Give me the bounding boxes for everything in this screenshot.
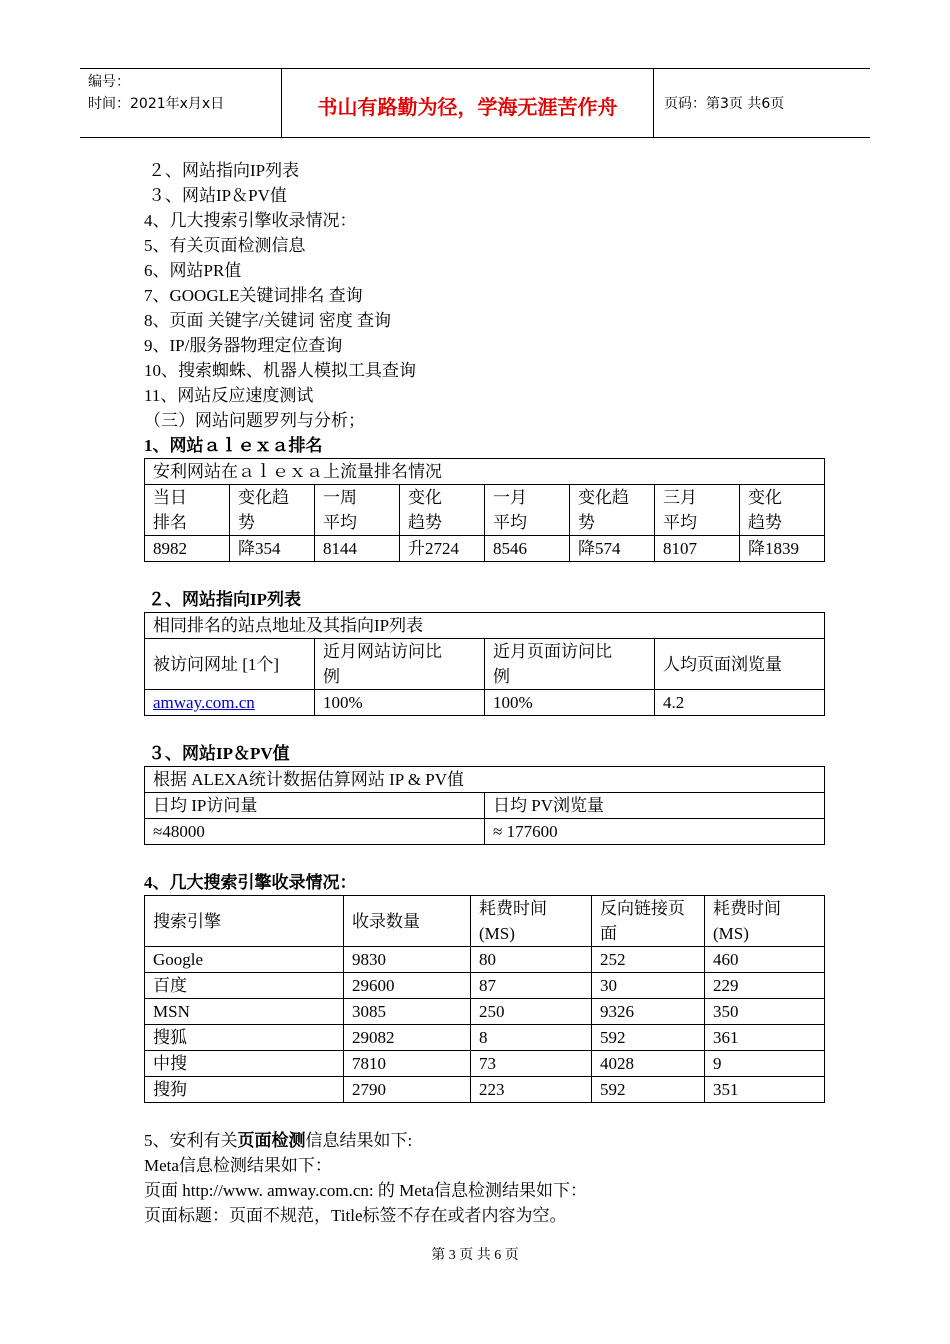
table-cell: 8546 (485, 536, 570, 562)
table-cell: 100% (485, 690, 655, 716)
table-cell: 8982 (145, 536, 230, 562)
table-cell: 252 (592, 947, 705, 973)
table-cell: 降574 (570, 536, 655, 562)
ip-pv-table (144, 766, 825, 845)
table-cell: 中搜 (145, 1051, 344, 1077)
table-cell: 3085 (344, 999, 471, 1025)
table-cell: 8144 (315, 536, 400, 562)
table-cell: 降1839 (740, 536, 825, 562)
toc-item: （三）网站问题罗列与分析； (144, 411, 365, 430)
table-cell: 百度 (145, 973, 344, 999)
table-row (145, 999, 825, 1025)
toc-item: 8、页面 关键字/关键词 密度 查询 (144, 311, 391, 330)
table-header-cell: 当日 排名 (145, 485, 230, 536)
header-number: 编号： (88, 74, 130, 90)
header-meta (80, 69, 282, 137)
meta-line: Meta信息检测结果如下： (144, 1156, 332, 1175)
table-header-cell: 近月网站访问比 例 (315, 639, 485, 690)
table-cell: ≈48000 (145, 819, 485, 845)
toc-item: 4、几大搜索引擎收录情况： (144, 211, 357, 230)
table-cell: 降354 (230, 536, 315, 562)
section-1-heading: 1、网站ａｌｅｘａ排名 (144, 436, 323, 455)
table-cell: 9 (705, 1051, 825, 1077)
table-header-row (145, 793, 825, 819)
table-cell: 4.2 (655, 690, 825, 716)
toc-item: 6、网站PR值 (144, 261, 242, 280)
table-cell: 250 (471, 999, 592, 1025)
table-header-cell: 一月 平均 (485, 485, 570, 536)
table-header-cell: 近月页面访问比 例 (485, 639, 655, 690)
header-time: 时间：2021年x月x日 (88, 96, 225, 112)
alexa-rank-table (144, 458, 825, 562)
table-row (145, 536, 825, 562)
toc-item: 9、IP/服务器物理定位查询 (144, 336, 343, 355)
ip-list-table (144, 612, 825, 716)
table-header-row (145, 639, 825, 690)
table-row (145, 819, 825, 845)
table-header-cell: 变化 趋势 (740, 485, 825, 536)
toc-item: 5、有关页面检测信息 (144, 236, 306, 255)
table-cell: 升2724 (400, 536, 485, 562)
table-header-cell: 变化趋 势 (570, 485, 655, 536)
table-row (145, 947, 825, 973)
meta-line: 页面 http://www. amway.com.cn: 的 Meta信息检测结果如下： (144, 1181, 588, 1200)
toc-list (144, 158, 826, 433)
toc-item: 7、GOOGLE关键词排名 查询 (144, 286, 363, 305)
table-cell: 9830 (344, 947, 471, 973)
table-header-cell: 被访问网址 [1个] (145, 639, 315, 690)
table-cell: 223 (471, 1077, 592, 1103)
table-cell: 4028 (592, 1051, 705, 1077)
toc-item: 11、网站反应速度测试 (144, 386, 314, 405)
table-cell: 9326 (592, 999, 705, 1025)
table-header-cell: 日均 PV浏览量 (485, 793, 825, 819)
table-row (145, 973, 825, 999)
table-cell: 搜狐 (145, 1025, 344, 1051)
table-cell: 80 (471, 947, 592, 973)
table-header-cell: 耗费时间 (MS) (471, 896, 592, 947)
table-cell: 29082 (344, 1025, 471, 1051)
table-header-cell: 变化趋 势 (230, 485, 315, 536)
table-cell: 8107 (655, 536, 740, 562)
meta-line: 页面标题：页面不规范，Title标签不存在或者内容为空。 (144, 1206, 567, 1225)
table-cell: 29600 (344, 973, 471, 999)
table-cell: 2790 (344, 1077, 471, 1103)
table-cell: 592 (592, 1077, 705, 1103)
table-cell: 30 (592, 973, 705, 999)
table-cell: MSN (145, 999, 344, 1025)
table-cell: 100% (315, 690, 485, 716)
page-header (80, 68, 870, 138)
table-header-cell: 人均页面浏览量 (655, 639, 825, 690)
table-row (145, 1051, 825, 1077)
page-footer: 第 3 页 共 6 页 (431, 1248, 519, 1263)
table-header-row (145, 896, 825, 947)
table-header-row (145, 485, 825, 536)
table-header-cell: 反向链接页 面 (592, 896, 705, 947)
table-cell: 7810 (344, 1051, 471, 1077)
table-cell: Google (145, 947, 344, 973)
document-body (144, 158, 826, 1228)
section-2-heading: ２、网站指向IP列表 (148, 590, 301, 609)
table-cell (145, 690, 315, 716)
search-engine-table (144, 895, 825, 1103)
table-cell: 592 (592, 1025, 705, 1051)
table-row (145, 1025, 825, 1051)
table-cell: 350 (705, 999, 825, 1025)
table-cell: 361 (705, 1025, 825, 1051)
table-cell: 8 (471, 1025, 592, 1051)
table-header-cell: 变化 趋势 (400, 485, 485, 536)
table-cell: ≈ 177600 (485, 819, 825, 845)
site-link[interactable]: amway.com.cn (153, 693, 255, 712)
table-header-cell: 一周 平均 (315, 485, 400, 536)
table-header-cell: 搜索引擎 (145, 896, 344, 947)
table-caption: 安利网站在ａｌｅｘａ上流量排名情况 (145, 459, 825, 485)
header-page-info: 页码：第3页 共6页 (664, 96, 785, 112)
table-header-cell: 三月 平均 (655, 485, 740, 536)
table-cell: 351 (705, 1077, 825, 1103)
toc-item: 10、搜索蜘蛛、机器人模拟工具查询 (144, 361, 416, 380)
heading-suffix: 信息结果如下: (305, 1131, 413, 1150)
table-header-cell: 耗费时间 (MS) (705, 896, 825, 947)
section-4-heading: 4、几大搜索引擎收录情况： (144, 873, 357, 892)
table-caption: 根据 ALEXA统计数据估算网站 IP & PV值 (145, 767, 825, 793)
toc-item: ２、网站指向IP列表 (148, 161, 300, 180)
table-cell: 73 (471, 1051, 592, 1077)
heading-prefix: 5、安利有关 (144, 1131, 238, 1150)
heading-bold: 页面检测 (237, 1131, 306, 1150)
table-caption: 相同排名的站点地址及其指向IP列表 (145, 613, 825, 639)
section-5-heading (144, 1128, 826, 1153)
header-motto: 书山有路勤为径，学海无涯苦作舟 (282, 69, 654, 137)
table-cell: 460 (705, 947, 825, 973)
table-header-cell: 日均 IP访问量 (145, 793, 485, 819)
table-header-cell: 收录数量 (344, 896, 471, 947)
table-row (145, 1077, 825, 1103)
table-row (145, 690, 825, 716)
section-3-heading: ３、网站IP＆PV值 (148, 744, 290, 763)
table-cell: 87 (471, 973, 592, 999)
table-cell: 229 (705, 973, 825, 999)
table-cell: 搜狗 (145, 1077, 344, 1103)
toc-item: ３、网站IP＆PV值 (148, 186, 287, 205)
